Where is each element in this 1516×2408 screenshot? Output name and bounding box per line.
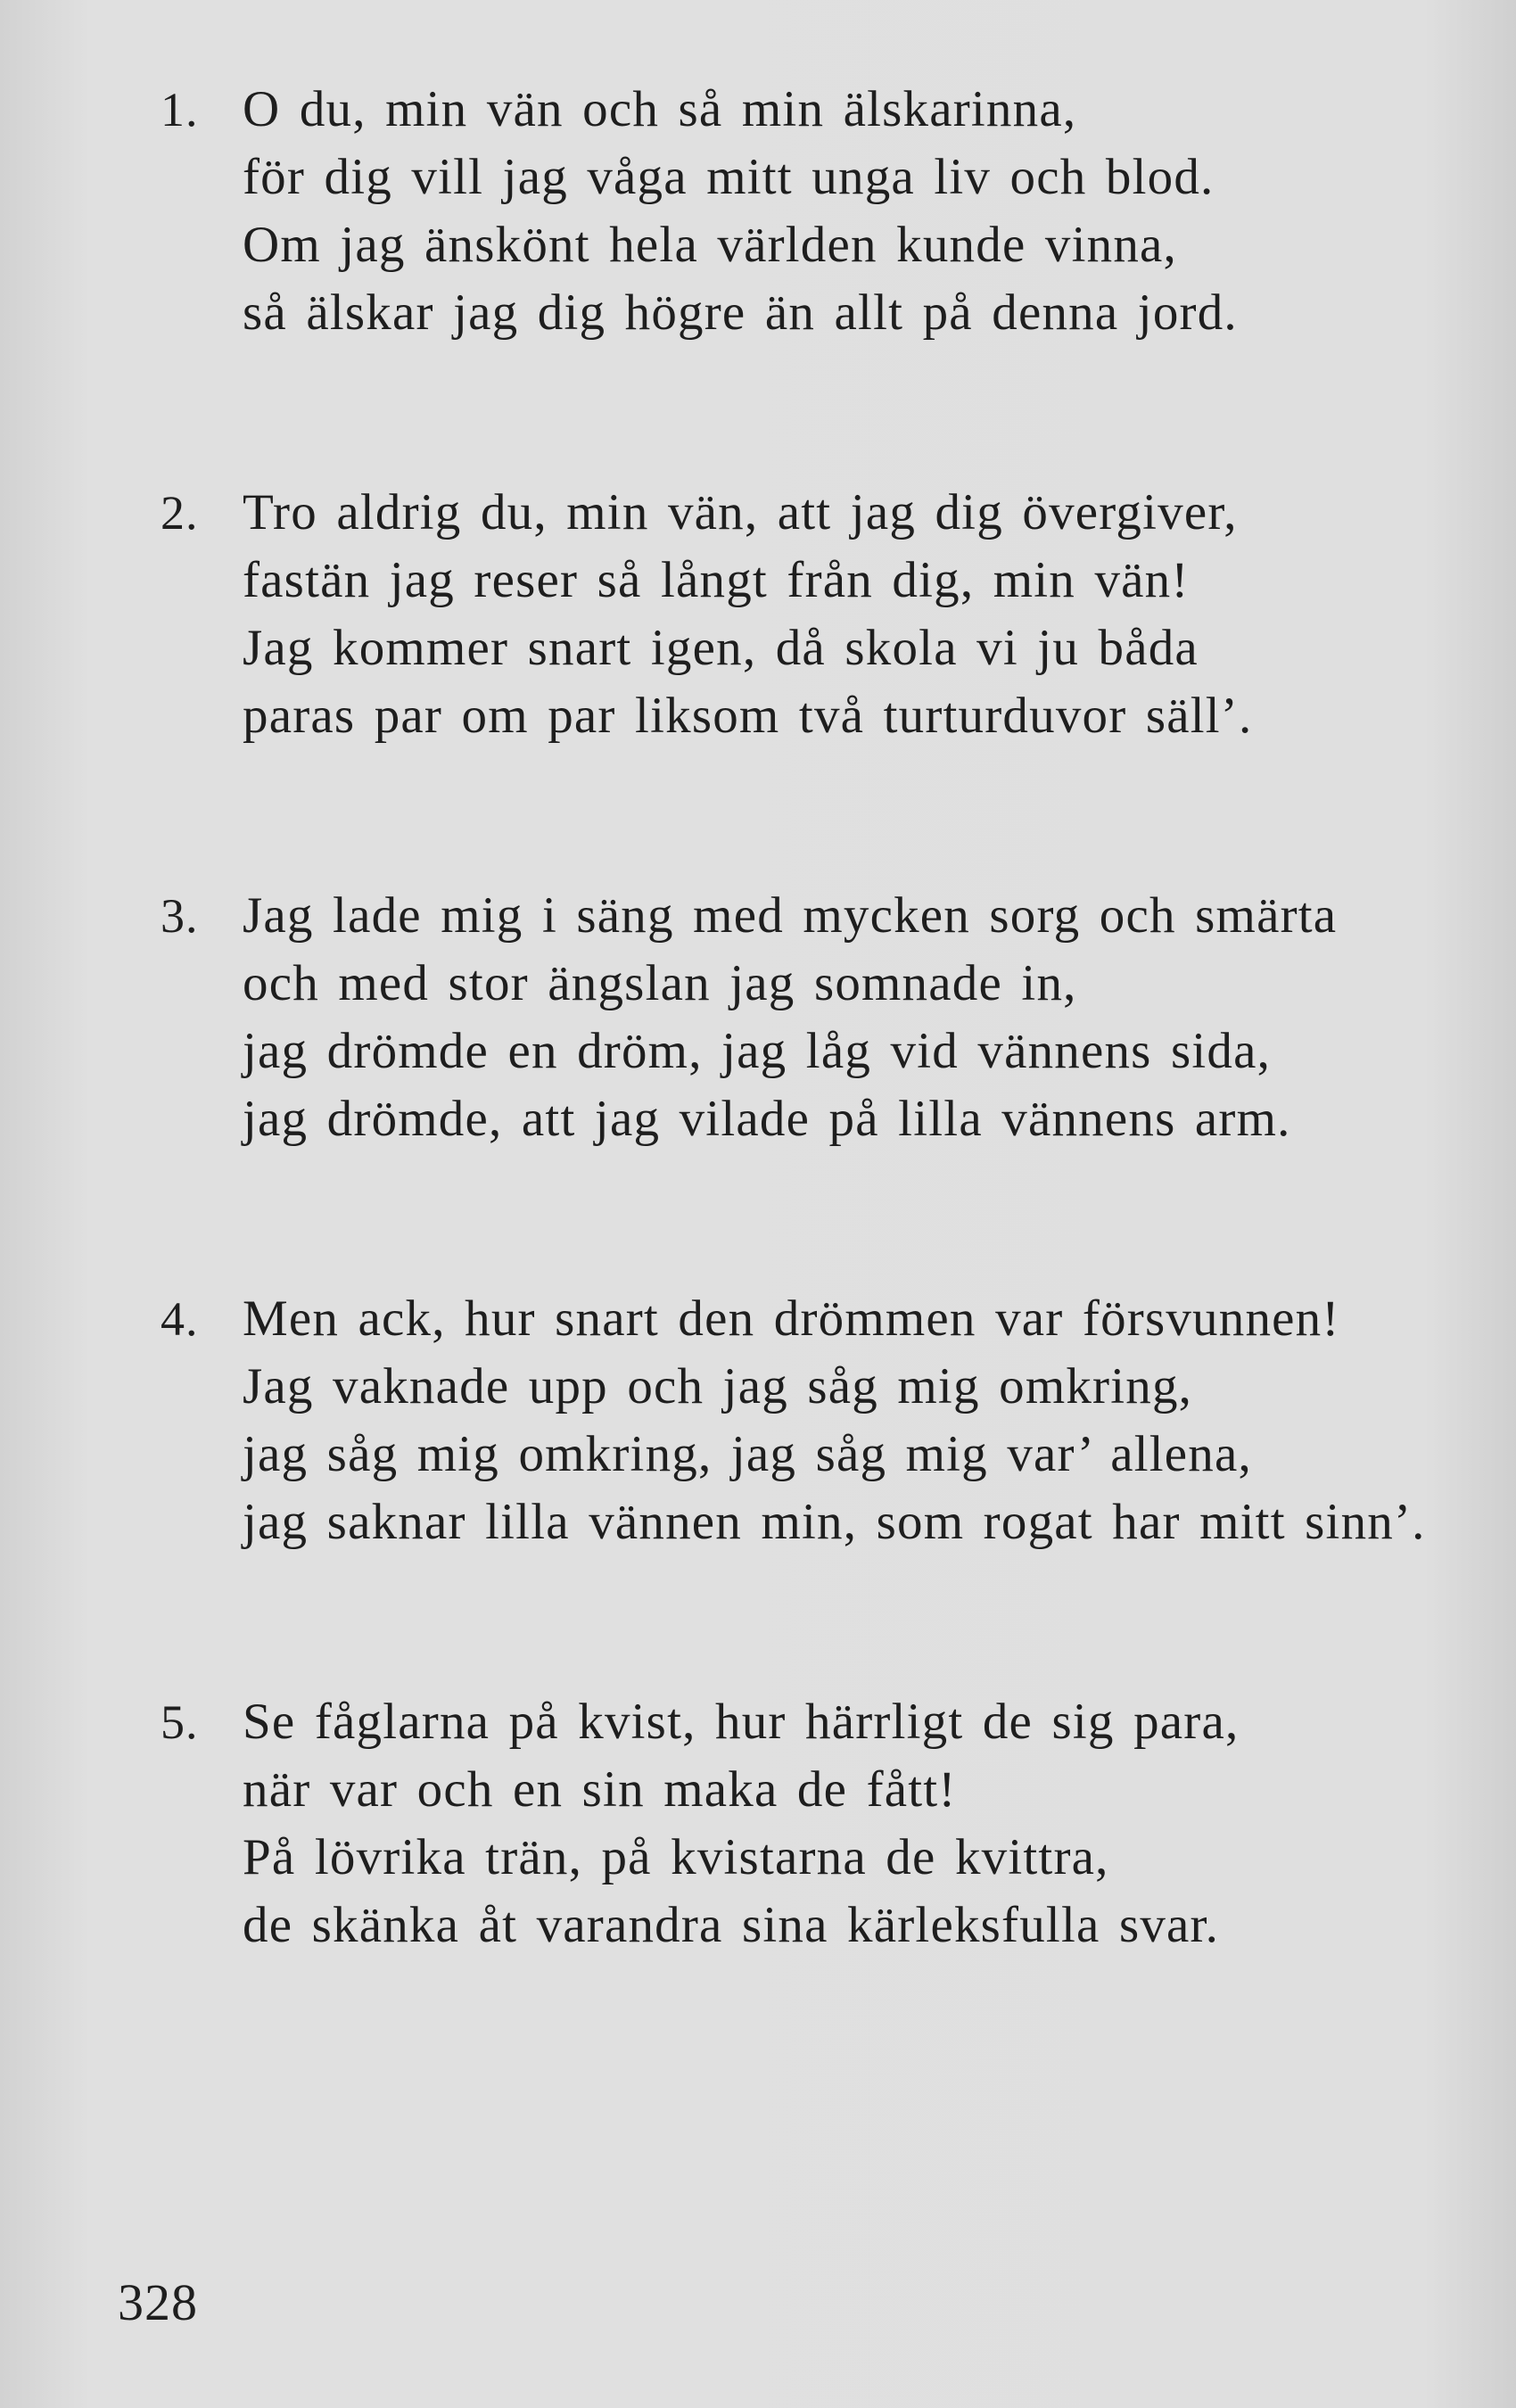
stanza-lines	[243, 882, 1480, 1153]
verse-line: så älskar jag dig högre än allt på denna jord.	[243, 285, 1238, 341]
verse-line: fastän jag reser så långt från dig, min vän!	[243, 552, 1190, 608]
verse-line: Tro aldrig du, min vän, att jag dig övergiver,	[243, 484, 1238, 540]
verse-line: för dig vill jag våga mitt unga liv och blod.	[243, 149, 1215, 205]
verse-line: Jag lade mig i säng med mycken sorg och smärta	[243, 887, 1338, 944]
stanza-lines	[243, 1688, 1480, 1959]
stanza-number: 4.	[161, 1292, 199, 1346]
stanza-lines	[243, 479, 1480, 750]
stanza-5	[161, 1688, 1480, 1959]
stanza-4	[161, 1285, 1480, 1556]
poem	[161, 76, 1480, 2091]
verse-line: paras par om par liksom två turturduvor säll’.	[243, 688, 1253, 744]
stanza-lines	[243, 76, 1480, 347]
verse-line: O du, min vän och så min älskarinna,	[243, 81, 1077, 137]
verse-line: jag drömde, att jag vilade på lilla vännens arm.	[243, 1091, 1291, 1147]
stanza-number: 3.	[161, 889, 199, 943]
verse-line: Jag kommer snart igen, då skola vi ju båda	[243, 620, 1199, 676]
stanza-1	[161, 76, 1480, 347]
verse-line: och med stor ängslan jag somnade in,	[243, 955, 1077, 1011]
stanza-number: 1.	[161, 83, 199, 136]
verse-line: Jag vaknade upp och jag såg mig omkring,	[243, 1358, 1193, 1414]
stanza-lines	[243, 1285, 1480, 1556]
verse-line: Men ack, hur snart den drömmen var försvunnen!	[243, 1291, 1340, 1347]
stanza-2	[161, 479, 1480, 750]
verse-line: Om jag änskönt hela världen kunde vinna,	[243, 217, 1177, 273]
stanza-number: 5.	[161, 1695, 199, 1749]
verse-line: när var och en sin maka de fått!	[243, 1761, 957, 1818]
stanza-number: 2.	[161, 486, 199, 540]
verse-line: På lövrika trän, på kvistarna de kvittra,	[243, 1829, 1109, 1885]
page-number: 328	[118, 2273, 198, 2331]
verse-line: jag drömde en dröm, jag låg vid vännens sida,	[243, 1023, 1272, 1079]
verse-line: Se fåglarna på kvist, hur härrligt de sig para,	[243, 1694, 1240, 1750]
verse-line: jag saknar lilla vännen min, som rogat har mitt sinn’.	[243, 1494, 1426, 1550]
stanza-3	[161, 882, 1480, 1153]
verse-line: jag såg mig omkring, jag såg mig var’ allena,	[243, 1426, 1252, 1482]
verse-line: de skänka åt varandra sina kärleksfulla svar.	[243, 1897, 1220, 1953]
